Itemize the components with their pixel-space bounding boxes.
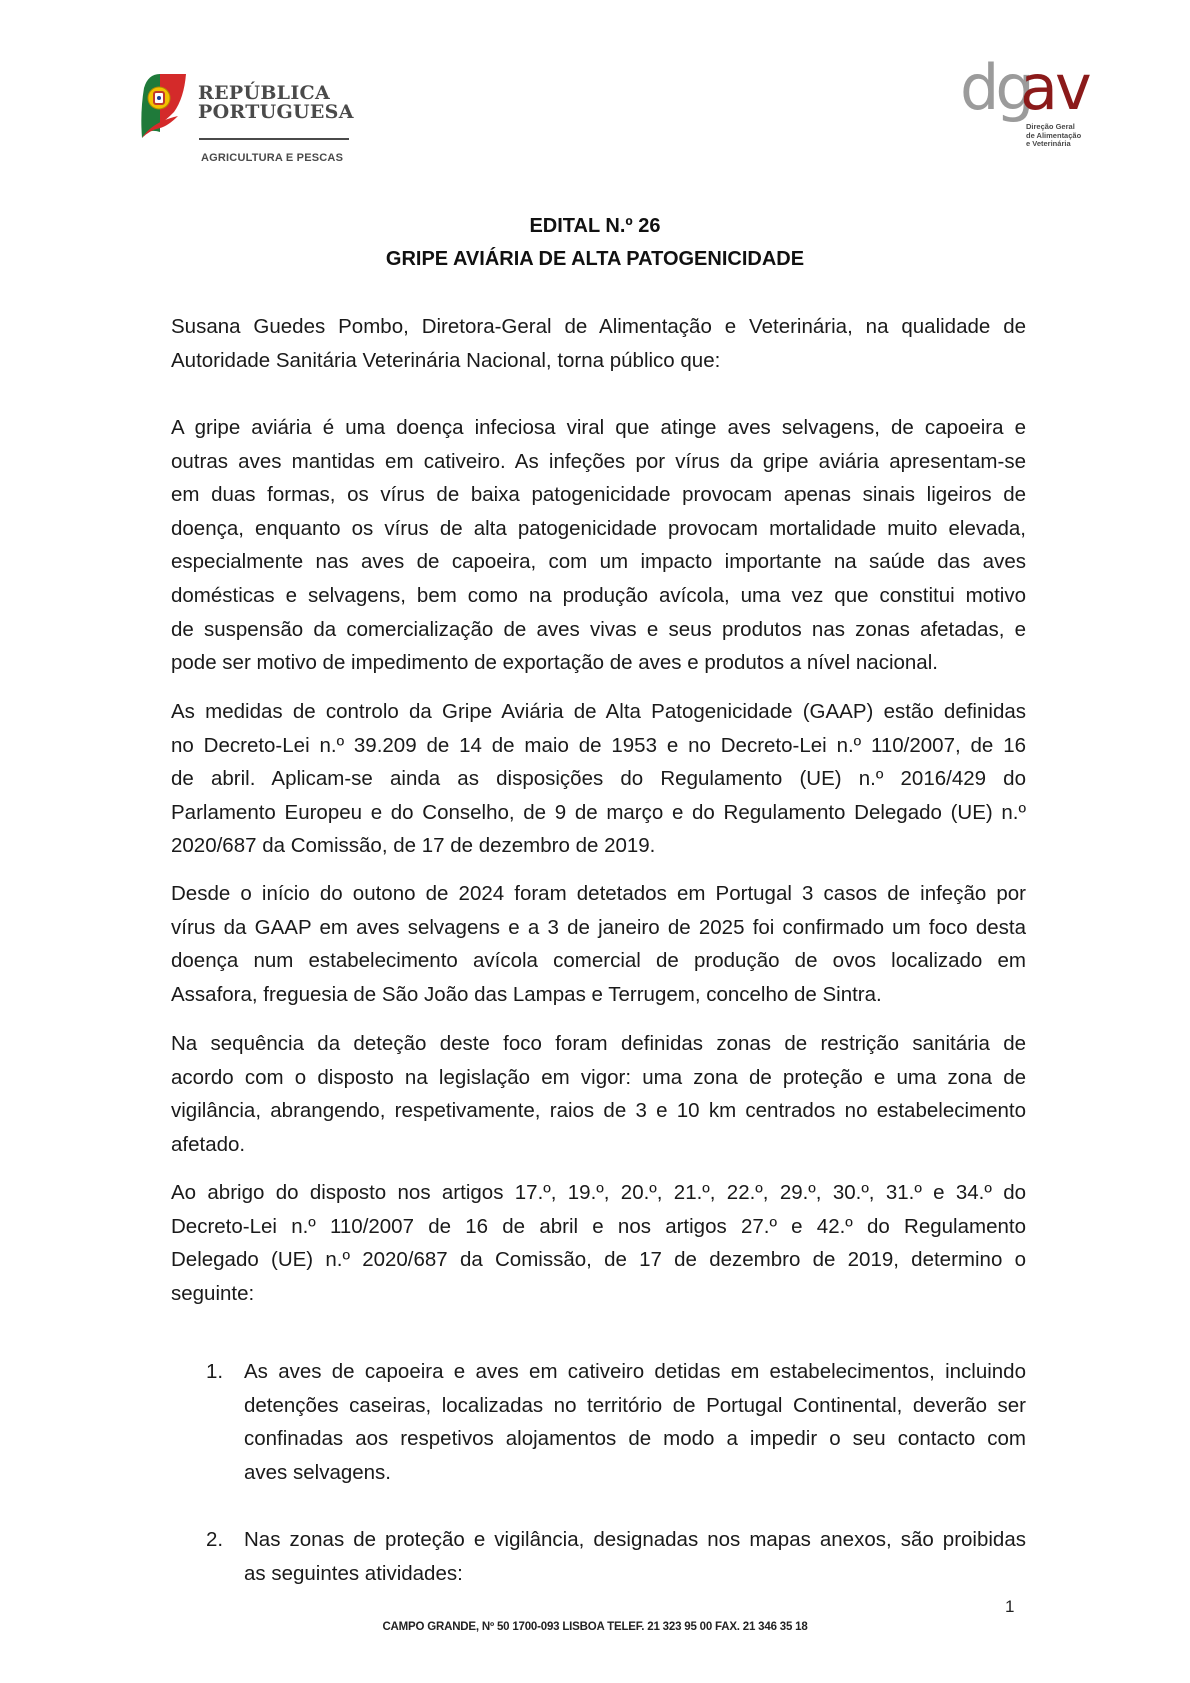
text-line: A gripe aviária é uma doença infeciosa viral que atinge aves selvagens, de capoeira e <box>171 416 1026 439</box>
dgav-logo <box>960 51 1090 155</box>
dgav-mark-av: av <box>1020 51 1089 124</box>
text-line: afetado. <box>171 1132 246 1156</box>
text-line: confinadas aos respetivos alojamentos de modo a impedir o seu contacto com <box>244 1427 1026 1451</box>
text-line: Na sequência da deteção deste foco foram definidas zonas de restrição sanitária de <box>171 1032 1026 1055</box>
text-line: as seguintes atividades: <box>244 1561 463 1585</box>
text-line: Susana Guedes Pombo, Diretora-Geral de Alimentação e Veterinária, na qualidade de <box>171 315 1026 338</box>
text-line: aves selvagens. <box>244 1460 392 1484</box>
item-number: 1. <box>206 1360 224 1383</box>
text-line: As aves de capoeira e aves em cativeiro detidas em estabelecimentos, incluindo <box>244 1360 1026 1383</box>
republica-portuguesa-wordmark <box>198 84 354 122</box>
paragraph-detected-cases <box>171 877 1026 1011</box>
ministry-subtitle: AGRICULTURA E PESCAS <box>201 152 344 164</box>
text-line: Desde o início do outono de 2024 foram detetados em Portugal 3 casos de infeção por <box>171 882 1026 905</box>
text-line: Decreto-Lei n.º 110/2007 de 16 de abril e nos artigos 27.º e 42.º do Regulamento <box>171 1214 1026 1238</box>
text-line: 2020/687 da Comissão, de 17 de dezembro de 2019. <box>171 834 656 858</box>
item-text <box>244 1355 1026 1489</box>
text-line: especialmente nas aves de capoeira, com um impacto importante na saúde das aves <box>171 550 1026 574</box>
text-line: acordo com o disposto na legislação em vigor: uma zona de proteção e uma zona de <box>171 1065 1026 1089</box>
document-title: EDITAL N.º 26 <box>529 215 661 237</box>
text-line: Delegado (UE) n.º 2020/687 da Comissão, de 17 de dezembro de 2019, determino o <box>171 1248 1026 1272</box>
text-line: vigilância, abrangendo, respetivamente, raios de 3 e 10 km centrados no estabelecimento <box>171 1099 1026 1123</box>
text-line: vírus da GAAP em aves selvagens e a 3 de janeiro de 2025 foi confirmado um foco desta <box>171 915 1026 939</box>
text-line: doença num estabelecimento avícola comercial de produção de ovos localizado em <box>171 949 1026 973</box>
paragraph-legal-basis <box>171 1176 1026 1310</box>
text-line: de abril. Aplicam-se ainda as disposições do Regulamento (UE) n.º 2016/429 do <box>171 767 1026 791</box>
text-line: outras aves mantidas em cativeiro. As infeções por vírus da gripe aviária apresentam-se <box>171 449 1026 473</box>
paragraph-legal-framework <box>171 695 1026 863</box>
dgav-subtitle <box>1026 123 1081 149</box>
text-line: Autoridade Sanitária Veterinária Nacional, torna público que: <box>171 348 721 372</box>
dgav-sub-line: de Alimentação <box>1026 130 1082 140</box>
text-line: doença, enquanto os vírus de alta patogenicidade provocam mortalidade muito elevada, <box>171 516 1026 540</box>
text-line: pode ser motivo de impedimento de exportação de aves e produtos a nível nacional. <box>171 651 938 675</box>
text-line: Ao abrigo do disposto nos artigos 17.º, 19.º, 20.º, 21.º, 22.º, 29.º, 30.º, 31.º e 34.º do <box>171 1181 1026 1204</box>
text-line: Parlamento Europeu e do Conselho, de 9 de março e do Regulamento Delegado (UE) n.º <box>171 800 1026 824</box>
intro-paragraph <box>171 310 1026 377</box>
text-line: no Decreto-Lei n.º 39.209 de 14 de maio de 1953 e no Decreto-Lei n.º 110/2007, de 16 <box>171 733 1026 757</box>
dgav-sub-line: e Veterinária <box>1026 139 1071 148</box>
text-line: domésticas e selvagens, bem como na produção avícola, uma vez que constitui motivo <box>171 583 1026 607</box>
paragraph-disease-description <box>171 411 1026 680</box>
dgav-mark-dg: dg <box>960 51 1031 124</box>
logo-divider <box>199 138 349 140</box>
item-number: 2. <box>206 1528 224 1551</box>
text-line: Nas zonas de proteção e vigilância, designadas nos mapas anexos, são proibidas <box>244 1528 1026 1551</box>
logo-line-1: REPÚBLICA <box>198 82 330 104</box>
text-line: em duas formas, os vírus de baixa patogenicidade provocam apenas sinais ligeiros de <box>171 483 1026 507</box>
item-text <box>244 1523 1026 1590</box>
portugal-flag-emblem-icon <box>138 72 188 140</box>
republica-portuguesa-logo <box>136 70 356 170</box>
text-line: detenções caseiras, localizadas no território de Portugal Continental, deverão ser <box>244 1393 1026 1417</box>
dgav-sub-line: Direção Geral <box>1026 122 1075 131</box>
text-line: seguinte: <box>171 1281 255 1305</box>
paragraph-restriction-zones <box>171 1027 1026 1161</box>
text-line: de suspensão da comercialização de aves vivas e seus produtos nas zonas afetadas, e <box>171 617 1026 641</box>
document-subtitle: GRIPE AVIÁRIA DE ALTA PATOGENICIDADE <box>385 248 805 270</box>
logo-line-2: PORTUGUESA <box>198 101 354 123</box>
text-line: Assafora, freguesia de São João das Lampas e Terrugem, concelho de Sintra. <box>171 982 882 1006</box>
page-number: 1 <box>1005 1597 1015 1616</box>
text-line: As medidas de controlo da Gripe Aviária de Alta Patogenicidade (GAAP) estão definidas <box>171 700 1026 723</box>
footer-address: CAMPO GRANDE, Nº 50 1700-093 LISBOA TELEF. 21 323 95 00 FAX. 21 346 35 18 <box>382 1621 808 1633</box>
